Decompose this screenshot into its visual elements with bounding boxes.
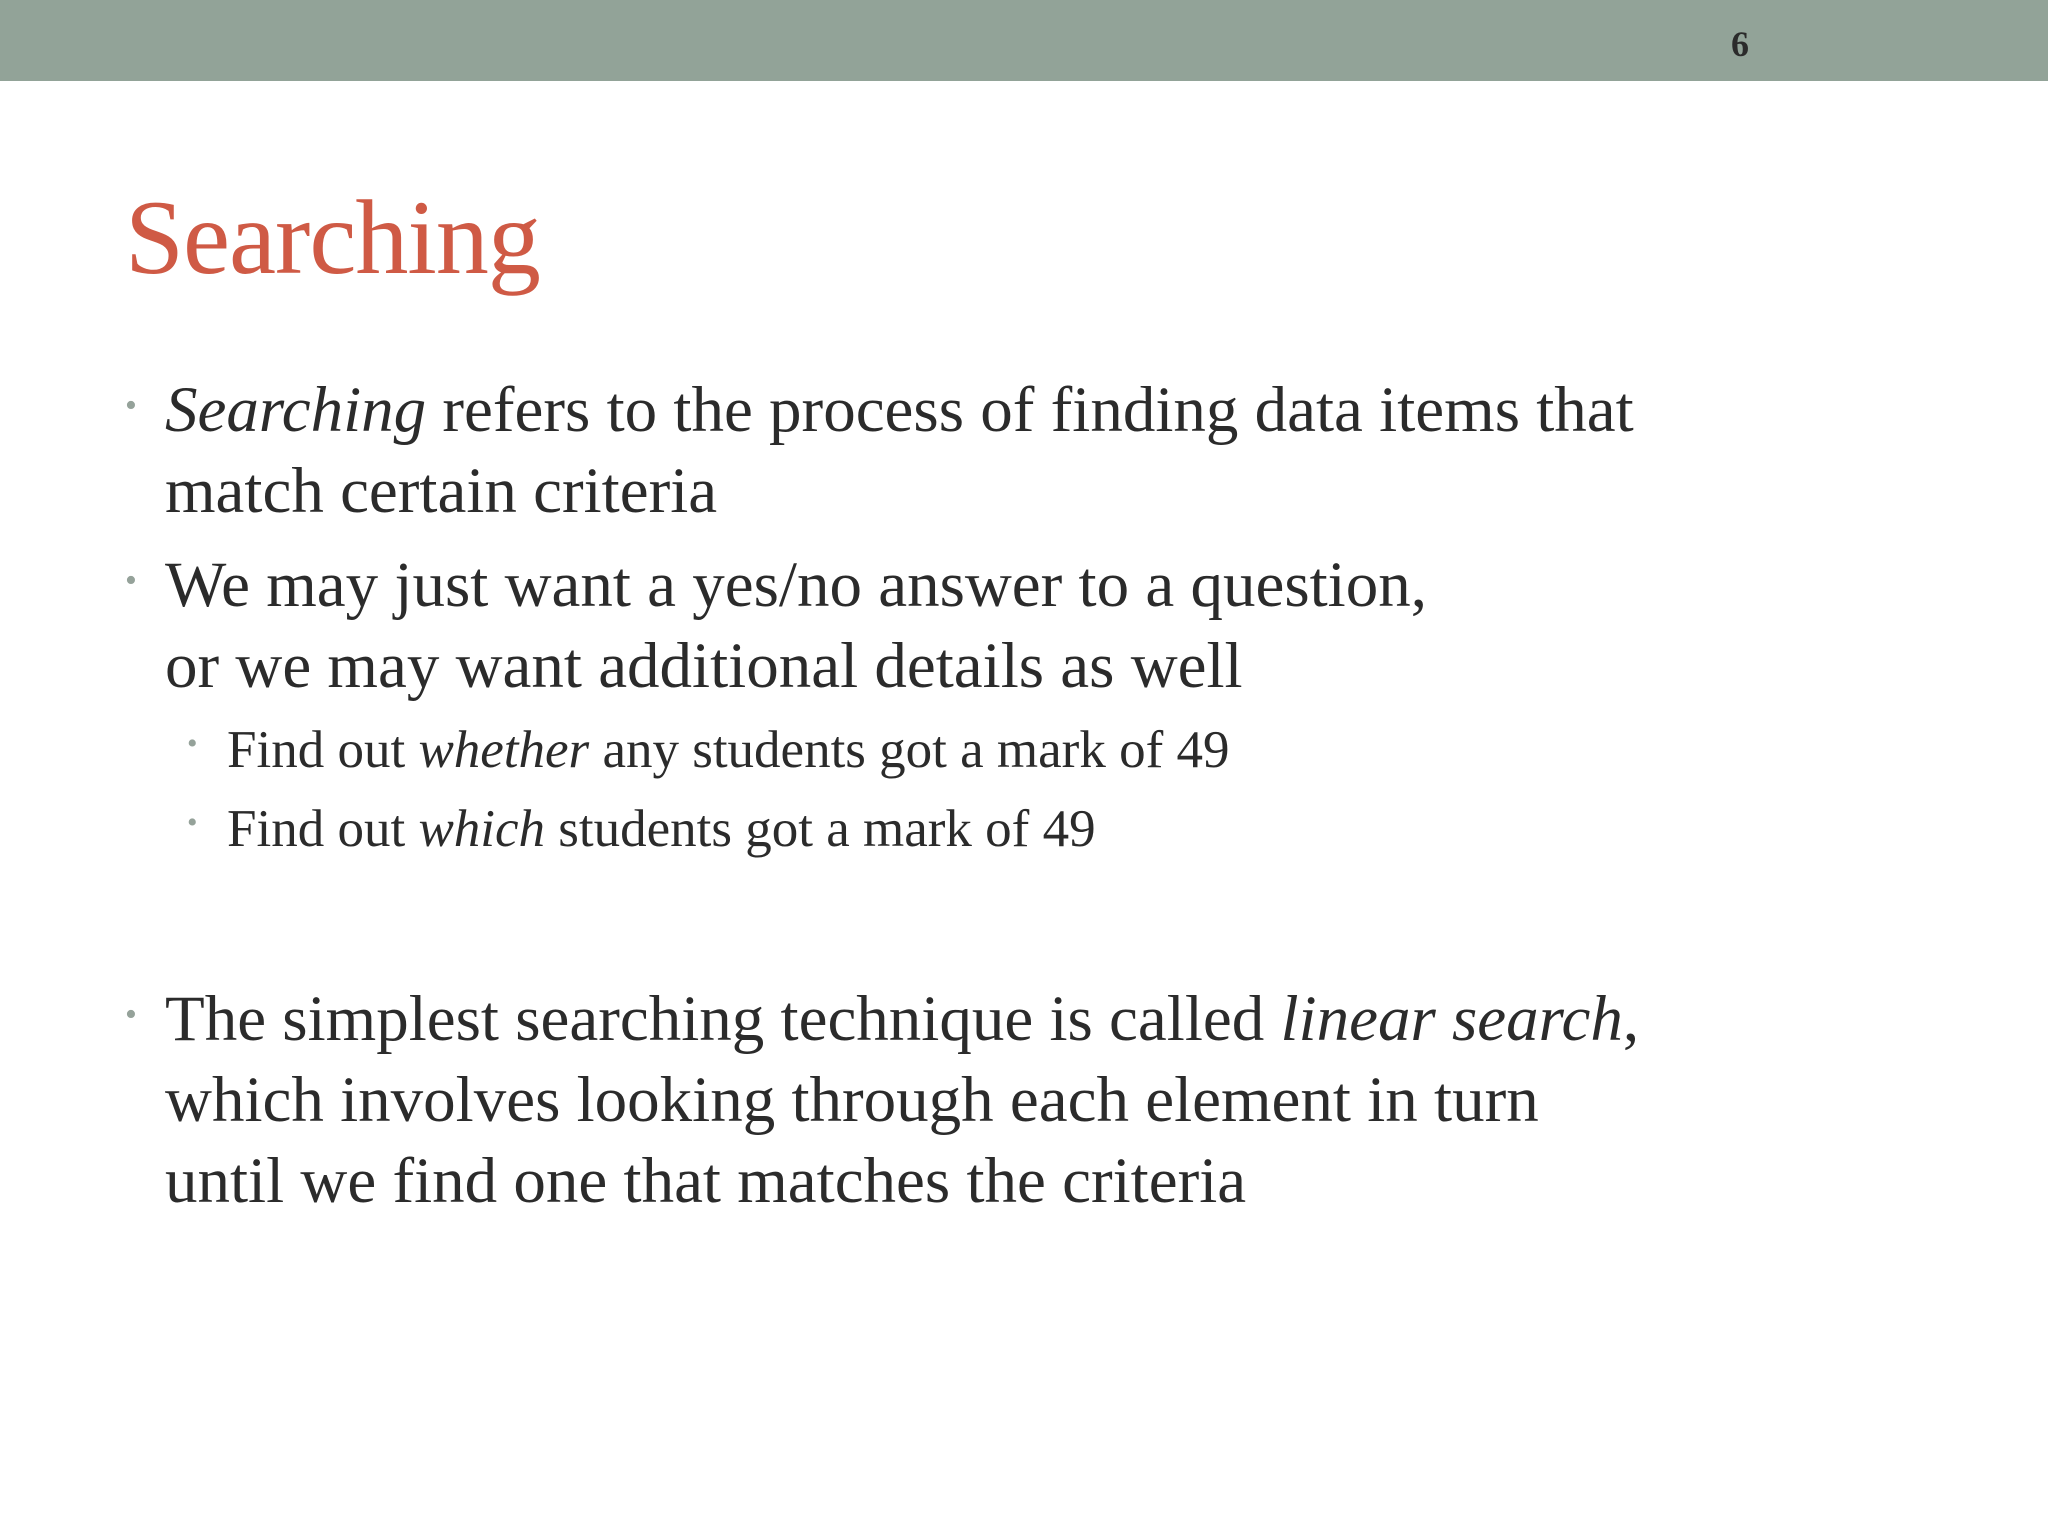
slide-number: 6 bbox=[1731, 24, 1749, 64]
bullet-line: We may just want a yes/no answer to a question, bbox=[165, 549, 1427, 621]
bullet-line bbox=[165, 979, 1745, 1060]
emphasis-text: linear search bbox=[1280, 983, 1623, 1055]
emphasis-text: whether bbox=[418, 721, 590, 779]
bullet-icon: • bbox=[187, 806, 198, 839]
bullet-text: any students got a mark of 49 bbox=[589, 721, 1230, 779]
bullet-item bbox=[125, 979, 1745, 1222]
bullet-icon: • bbox=[125, 562, 137, 599]
bullet-line: which involves looking through each element in turn bbox=[165, 1064, 1539, 1136]
bullet-icon: • bbox=[187, 727, 198, 760]
bullet-text: The simplest searching technique is called bbox=[165, 983, 1281, 1055]
sub-bullet-line bbox=[227, 790, 1745, 869]
bullet-item bbox=[125, 545, 1745, 707]
bullet-line: or we may want additional details as well bbox=[165, 630, 1243, 702]
emphasis-text: Searching bbox=[165, 374, 427, 446]
sub-bullet-line bbox=[227, 711, 1745, 790]
bullet-text: students got a mark of 49 bbox=[545, 800, 1096, 858]
bullet-line bbox=[165, 370, 1745, 451]
sub-bullet-item bbox=[187, 711, 1745, 790]
bullet-line: until we find one that matches the criteria bbox=[165, 1145, 1247, 1217]
emphasis-text: which bbox=[418, 800, 546, 858]
sub-bullet-item bbox=[187, 790, 1745, 869]
bullet-text: Find out bbox=[227, 721, 419, 779]
bullet-item bbox=[125, 370, 1745, 532]
bullet-text: refers to the process of finding data items that bbox=[426, 374, 1634, 446]
slide-title: Searching bbox=[125, 179, 540, 296]
bullet-text: Find out bbox=[227, 800, 419, 858]
bullet-text: , bbox=[1622, 983, 1640, 1055]
top-bar bbox=[0, 0, 2048, 81]
slide-body bbox=[125, 370, 1745, 1222]
bullet-icon: • bbox=[125, 387, 137, 424]
bullet-line: match certain criteria bbox=[165, 455, 718, 527]
bullet-icon: • bbox=[125, 996, 137, 1033]
